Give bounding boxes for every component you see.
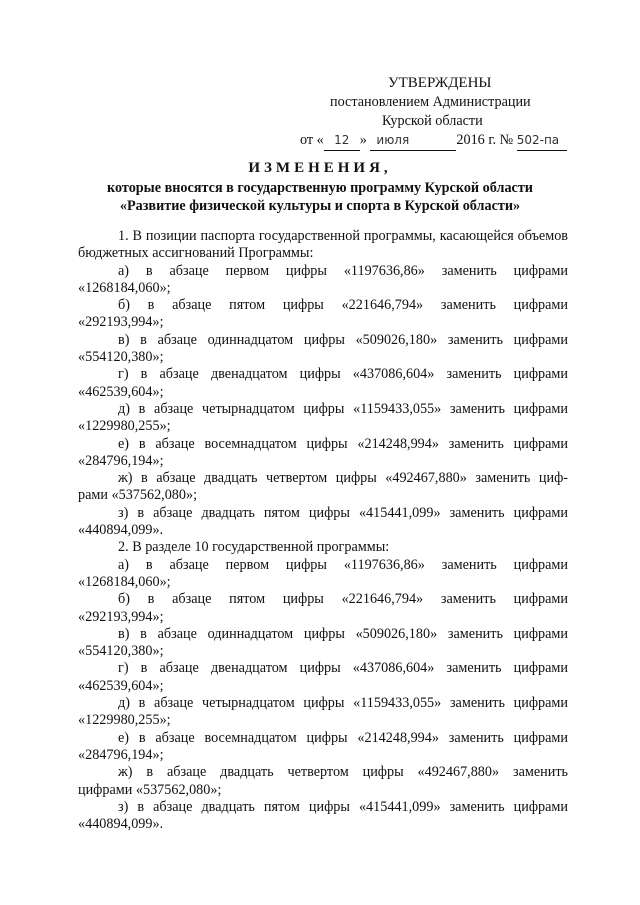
list-item-continuation: «462539,604»; <box>78 383 164 400</box>
list-item-continuation: «1229980,255»; <box>78 712 171 729</box>
list-item-continuation: «284796,194»; <box>78 746 164 763</box>
list-item-continuation: «292193,994»; <box>78 314 164 331</box>
document-subtitle-1: которые вносятся в государственную программу Курской области <box>107 180 533 196</box>
list-item: е) в абзаце восемнадцатом цифры «214248,994» заменить цифрами <box>118 435 568 452</box>
list-item-continuation: «554120,380»; <box>78 349 164 366</box>
list-item: г) в абзаце двенадцатом цифры «437086,604» заменить цифрами <box>118 366 568 383</box>
date-day: 12 <box>324 131 360 151</box>
list-item-continuation: рами «537562,080»; <box>78 487 198 504</box>
list-item: б) в абзаце пятом цифры «221646,794» заменить цифрами <box>118 297 568 314</box>
approval-heading: УТВЕРЖДЕНЫ <box>388 75 492 91</box>
list-item-continuation: цифрами «537562,080»; <box>78 781 222 798</box>
list-item-continuation: «1268184,060»; <box>78 573 171 590</box>
approval-stamp <box>290 74 580 151</box>
section-intro: 2. В разделе 10 государственной программы: <box>118 539 390 556</box>
approval-date-line <box>290 131 580 151</box>
list-item: б) в абзаце пятом цифры «221646,794» заменить цифрами <box>118 591 568 608</box>
list-item-continuation: «284796,194»; <box>78 452 164 469</box>
section-intro: 1. В позиции паспорта государственной программы, касающейся объемов бюджетных ассигнований Программы: <box>78 228 568 262</box>
date-year: 2016 г. № <box>456 132 514 148</box>
list-item-continuation: «1268184,060»; <box>78 279 171 296</box>
list-item: д) в абзаце четырнадцатом цифры «1159433,055» заменить цифрами <box>118 400 568 417</box>
date-month: июля <box>370 131 456 151</box>
approval-line-3: Курской области <box>382 113 483 129</box>
date-quote-close: » <box>359 132 367 148</box>
list-item-continuation: «462539,604»; <box>78 677 164 694</box>
document-subtitle-2: «Развитие физической культуры и спорта в Курской области» <box>119 198 521 214</box>
list-item-continuation: «440894,099». <box>78 816 164 833</box>
decree-number: 502-па <box>517 131 567 151</box>
list-item: е) в абзаце восемнадцатом цифры «214248,994» заменить цифрами <box>118 729 568 746</box>
list-item-continuation: «440894,099». <box>78 522 164 539</box>
list-item: в) в абзаце одиннадцатом цифры «509026,180» заменить цифрами <box>118 625 568 642</box>
date-prefix: от « <box>300 132 324 148</box>
document-body <box>78 228 568 833</box>
list-item-continuation: «292193,994»; <box>78 608 164 625</box>
list-item: г) в абзаце двенадцатом цифры «437086,604» заменить цифрами <box>118 660 568 677</box>
list-item: а) в абзаце первом цифры «1197636,86» заменить цифрами <box>118 262 568 279</box>
list-item: з) в абзаце двадцать пятом цифры «415441,099» заменить цифрами <box>118 504 568 521</box>
list-item: з) в абзаце двадцать пятом цифры «415441,099» заменить цифрами <box>118 798 568 815</box>
list-item: а) в абзаце первом цифры «1197636,86» заменить цифрами <box>118 556 568 573</box>
list-item-continuation: «554120,380»; <box>78 643 164 660</box>
list-item: ж) в абзаце двадцать четвертом цифры «492467,880» заменить <box>118 764 568 781</box>
list-item: д) в абзаце четырнадцатом цифры «1159433,055» заменить цифрами <box>118 695 568 712</box>
approval-line-2: постановлением Администрации <box>330 94 531 110</box>
list-item: ж) в абзаце двадцать четвертом цифры «492467,880» заменить циф- <box>118 470 568 487</box>
document-title: ИЗМЕНЕНИЯ, <box>248 160 392 176</box>
list-item: в) в абзаце одиннадцатом цифры «509026,180» заменить цифрами <box>118 331 568 348</box>
list-item-continuation: «1229980,255»; <box>78 418 171 435</box>
